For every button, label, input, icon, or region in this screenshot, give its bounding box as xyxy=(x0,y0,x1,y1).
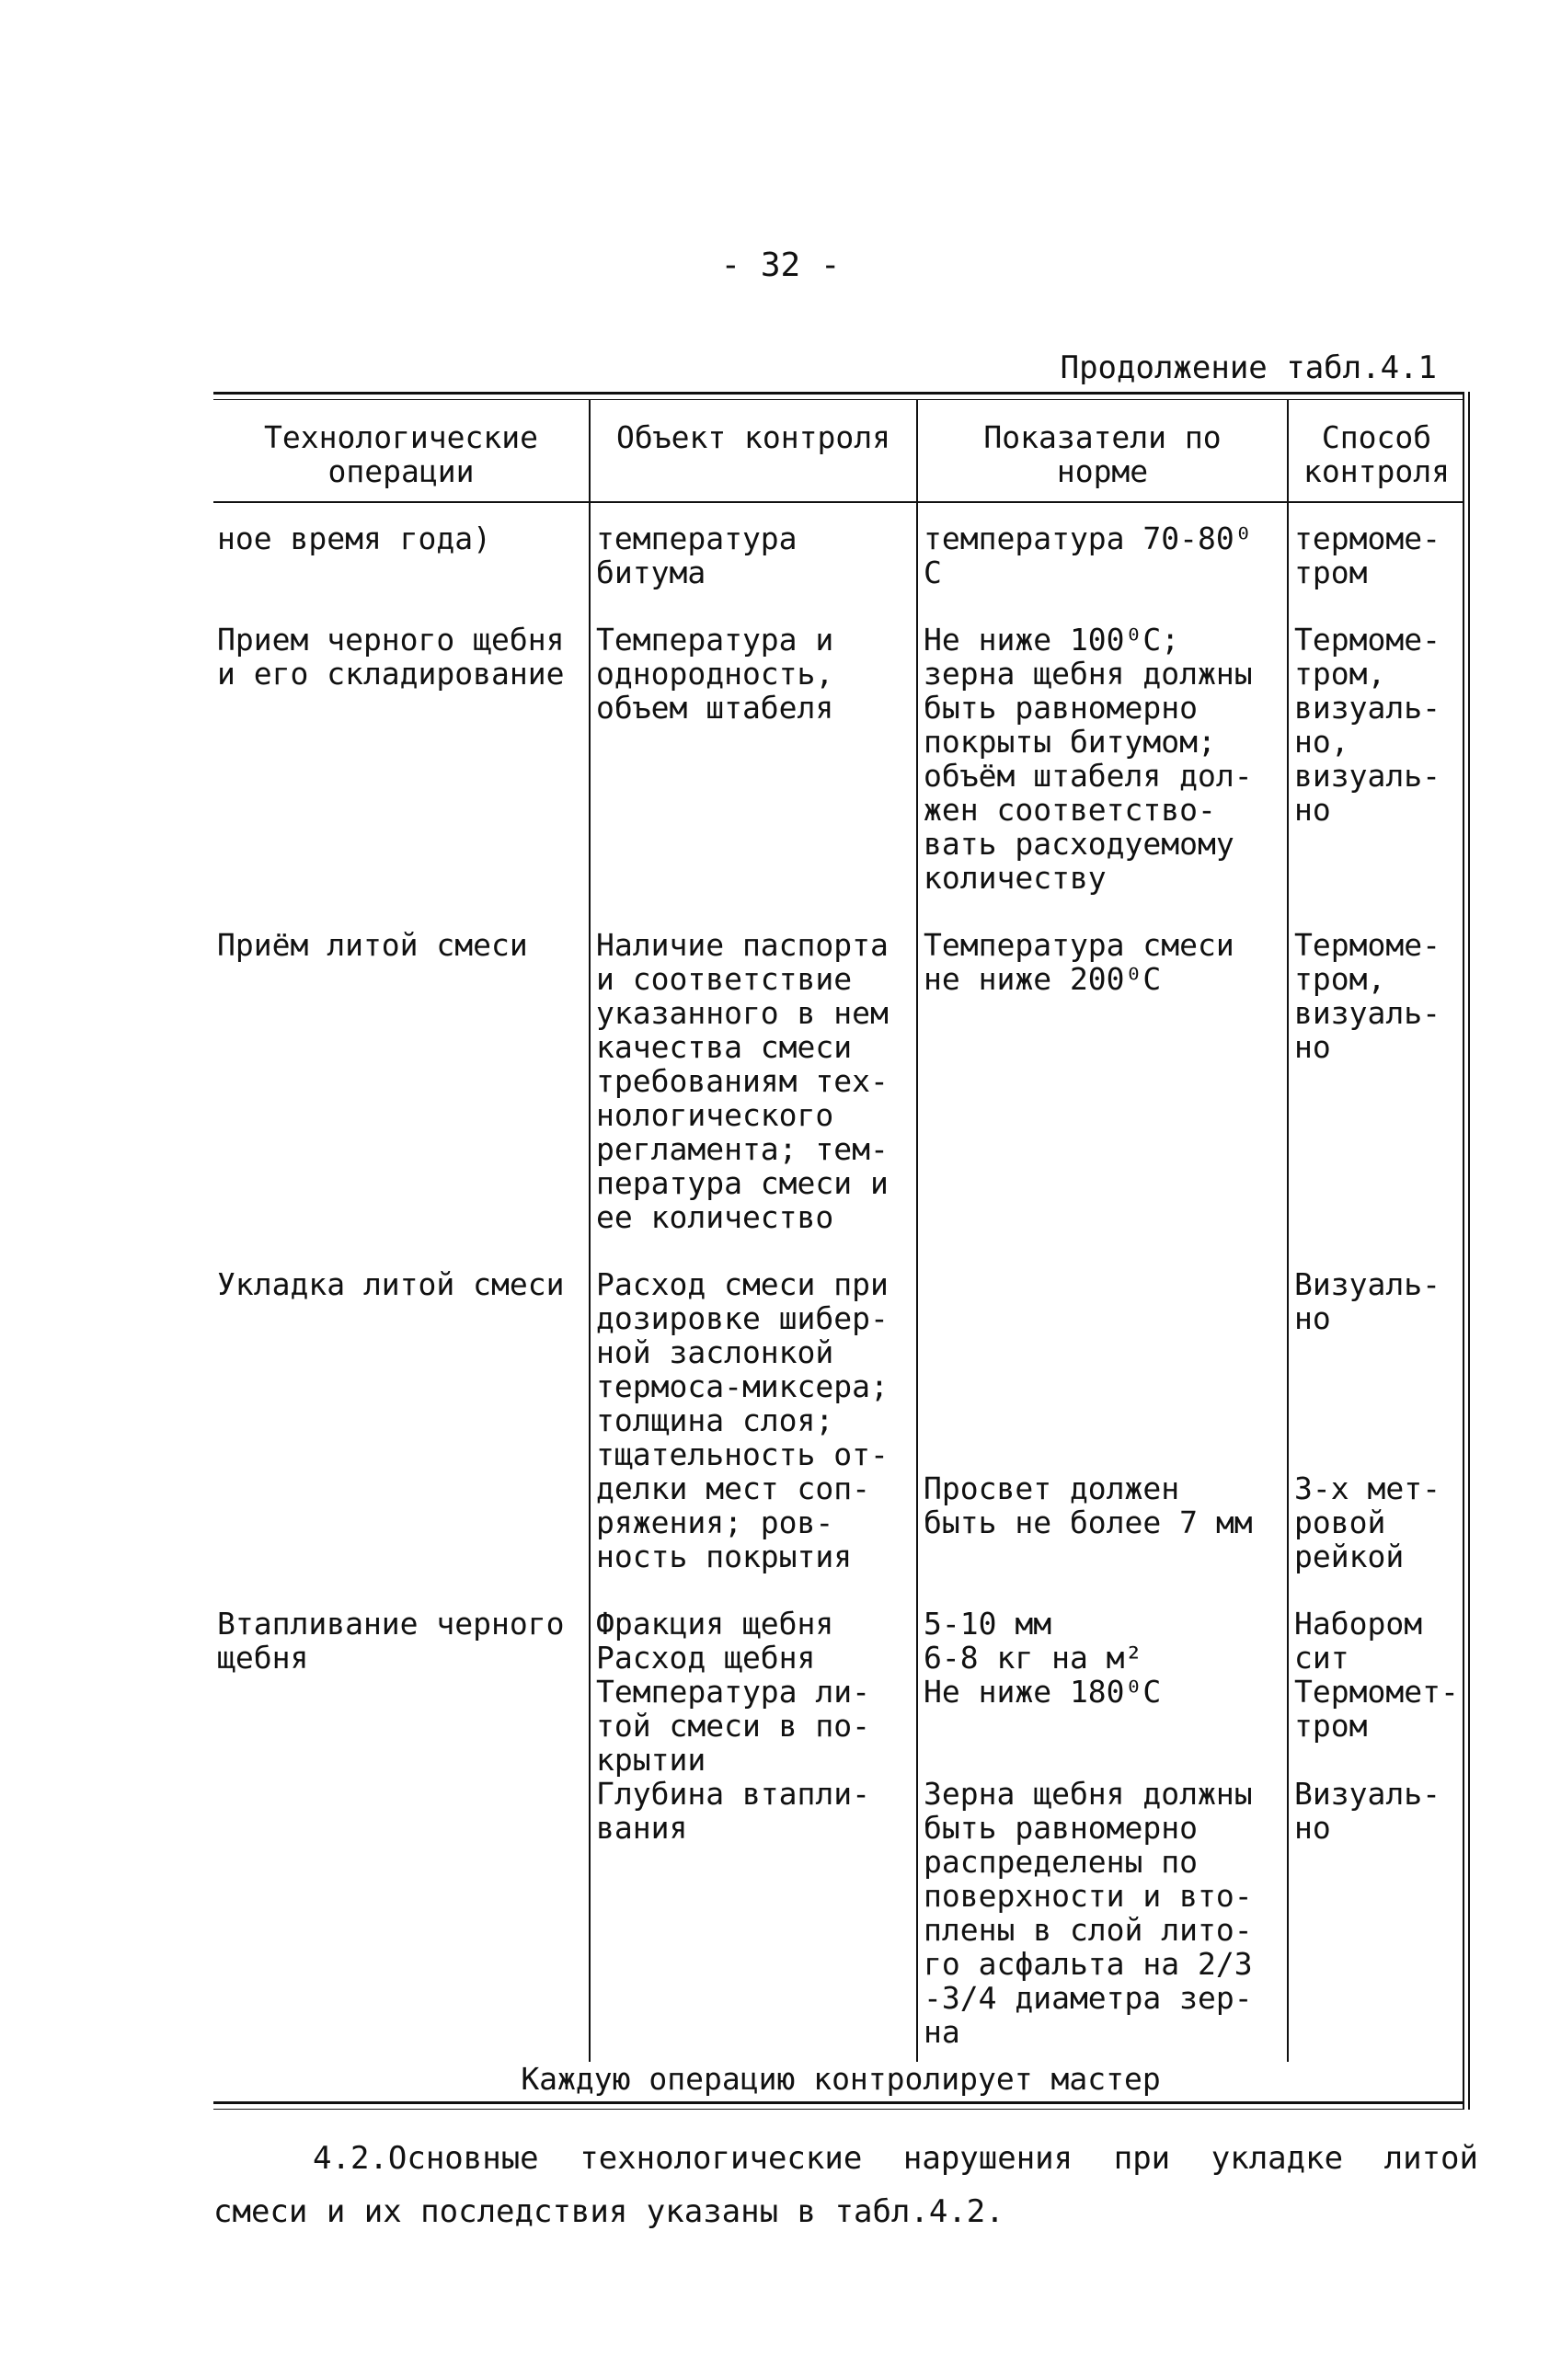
cell-object: Температура и однородность, объем штабеля xyxy=(590,589,917,895)
table-bottom-rule xyxy=(213,2101,1464,2110)
table-header-row xyxy=(213,400,1464,502)
cell-operation: ное время года) xyxy=(217,521,492,556)
table-row xyxy=(213,895,1464,1234)
cell-norm: Просвет должен быть не более 7 мм xyxy=(917,1234,1288,1573)
cell-object: Фракция щебня Расход щебня Температура ли- той смеси в по- крытии Глубина втапли- вания xyxy=(590,1573,917,2062)
table-row xyxy=(213,589,1464,895)
table-top-rule xyxy=(213,392,1464,400)
table-row xyxy=(213,1234,1464,1573)
table-right-border xyxy=(1463,392,1470,2110)
header-control-object: Объект контроля xyxy=(590,400,917,502)
table-continuation-label: Продолжение табл.4.1 xyxy=(1060,349,1437,386)
cell-object: Расход смеси при дозировке шибер- ной заслонкой термоса-миксера; толщина слоя; тщательность от- делки мест соп- ряжения; ров- ность покрытия xyxy=(590,1234,917,1573)
control-table xyxy=(213,392,1464,2110)
cell-operation: Укладка литой смеси xyxy=(217,1266,565,1302)
cell-method: Набором сит Термомет- тром Визуаль- но xyxy=(1288,1573,1464,2062)
header-norm-indicators: Показатели по норме xyxy=(917,400,1288,502)
cell-method: Визуаль- но 3-х мет- ровой рейкой xyxy=(1288,1234,1464,1573)
body-paragraph xyxy=(213,2132,1478,2238)
cell-method: термоме- тром xyxy=(1288,502,1464,589)
cell-norm: 5-10 мм 6-8 кг на м² Не ниже 180⁰С Зерна щебня должны быть равномерно распределены по поверхности и вто- плены в слой лито- го асфальта на 2/3 -3/4 диаметра зер- на xyxy=(917,1573,1288,2062)
cell-object: температура битума xyxy=(590,502,917,589)
table-footer-row xyxy=(213,2062,1464,2101)
table-row xyxy=(213,502,1464,589)
table-footer-note: Каждую операцию контролирует мастер xyxy=(521,2061,1161,2097)
cell-operation: Прием черного щебня и его складирование xyxy=(217,622,565,692)
cell-norm: Не ниже 100⁰С; зерна щебня должны быть равномерно покрыты битумом; объём штабеля дол- жен соответство- вать расходуемому количеству xyxy=(917,589,1288,895)
cell-norm: Температура смеси не ниже 200⁰С xyxy=(917,895,1288,1234)
cell-object: Наличие паспорта и соответствие указанного в нем качества смеси требованиям тех- нологического регламента; тем- пература смеси и ее количество xyxy=(590,895,917,1234)
cell-method: Термоме- тром, визуаль- но, визуаль- но xyxy=(1288,589,1464,895)
cell-operation: Приём литой смеси xyxy=(217,927,528,963)
page-number: - 32 - xyxy=(720,246,841,284)
table-row xyxy=(213,1573,1464,2062)
cell-method: Термоме- тром, визуаль- но xyxy=(1288,895,1464,1234)
header-control-method: Способ контроля xyxy=(1288,400,1464,502)
cell-norm: температура 70-80⁰ С xyxy=(917,502,1288,589)
cell-operation: Втапливание черного щебня xyxy=(217,1606,565,1676)
header-operations: Технологические операции xyxy=(213,400,590,502)
paragraph-line-2: смеси и их последствия указаны в табл.4.2. xyxy=(213,2193,1004,2230)
paragraph-line-1: 4.2.Основные технологические нарушения при укладке литой xyxy=(313,2140,1478,2177)
